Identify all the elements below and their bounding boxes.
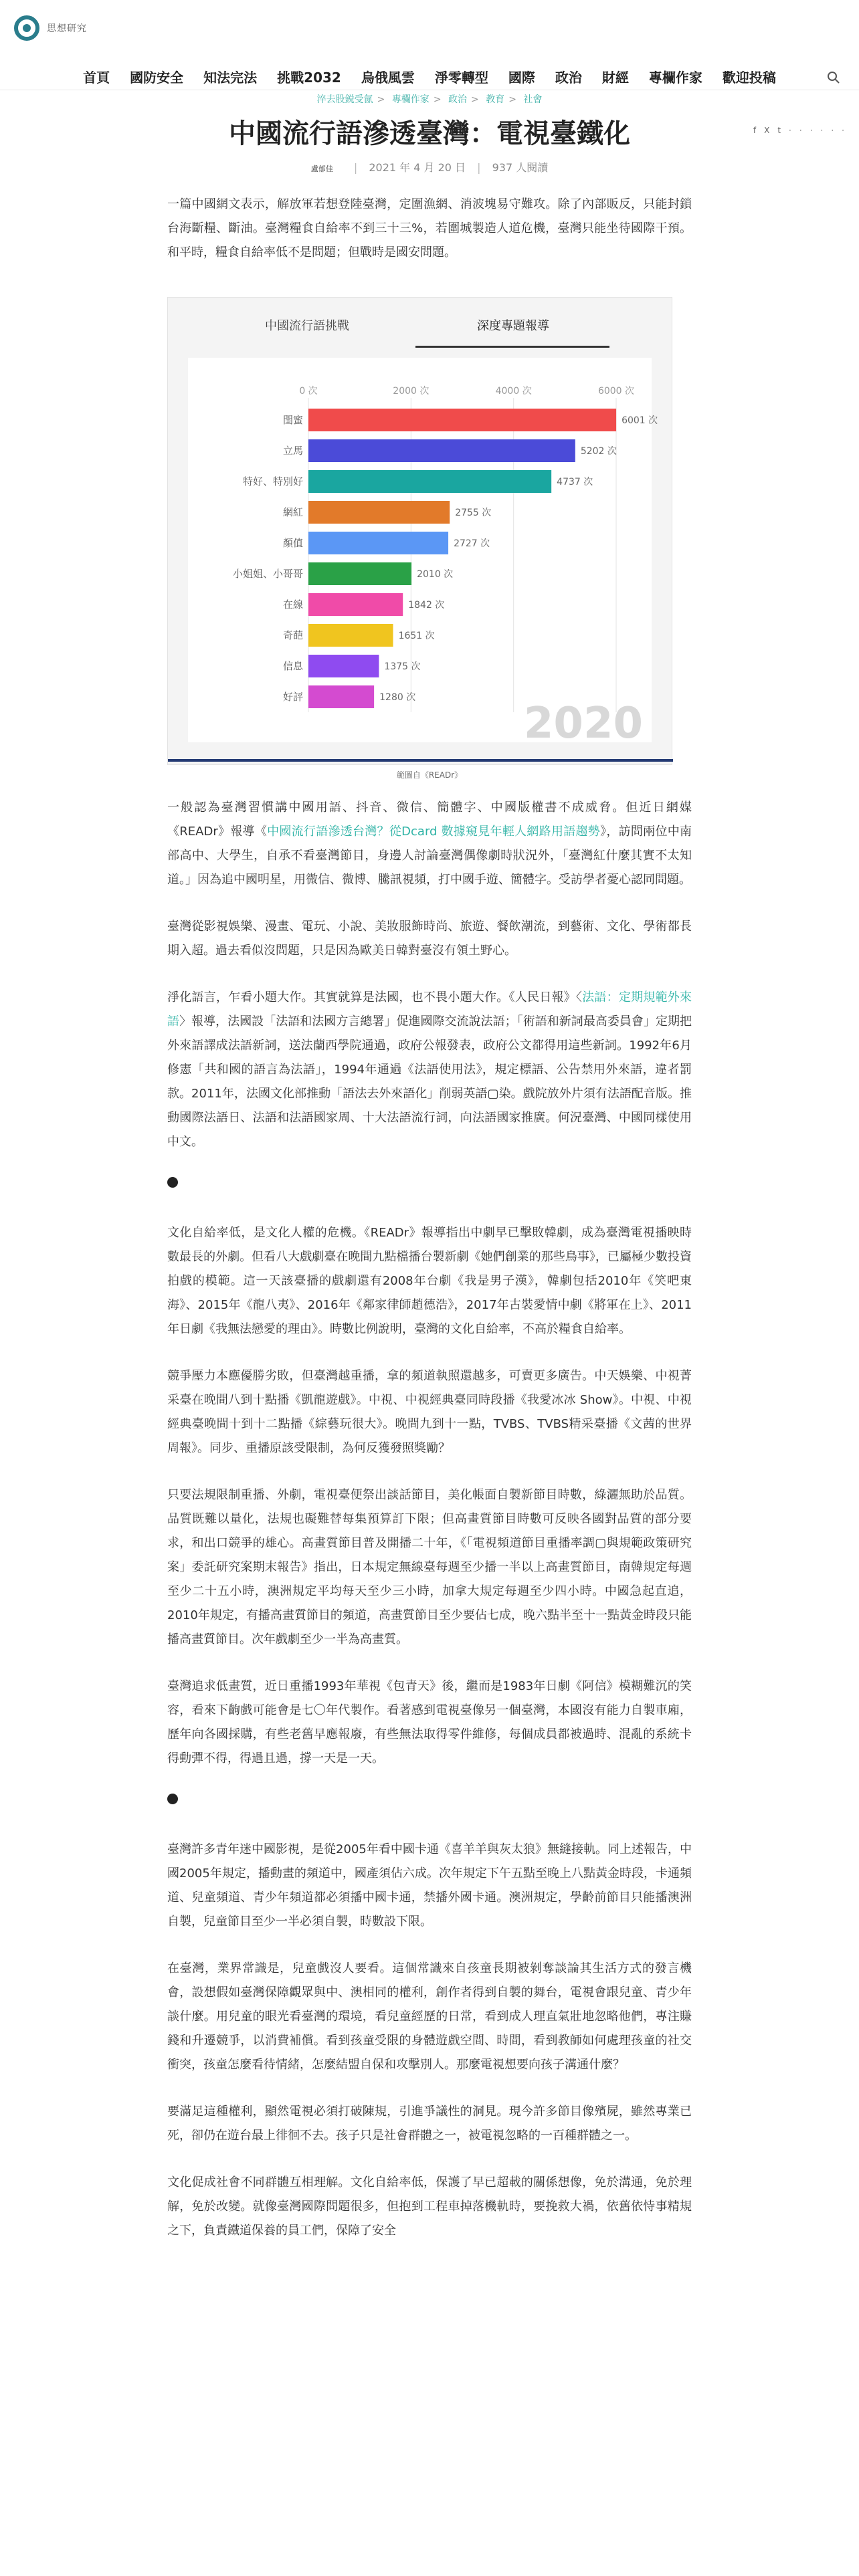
paragraph: 只要法規限制重播、外劇，電視臺便祭出談話節目，美化帳面自製新節目時數，綠灑無助於品質。品質既難以量化，法規也礙難替每集預算訂下限；但高畫質節目時數可反映各國對品質的部分要求，和出口競爭的雄心。高畫質節目普及開播二十年，《「電視頻道節目重播率調▢與規範政策研究案」委託研究案期末報告》指出，日本規定無線臺每週至少播一半以上高畫質節目，南韓規定每週至少二十五小時，澳洲規定平均每天至少三小時，加拿大規定每週至少四小時。中國急起直追，2010年規定，有播高畫質節目的頻道，高畫質節目至少要佔七成，晚六點半至十一點黃金時段只能播高畫質節目。次年戲劇至少一半為高畫質。 — [167, 1488, 692, 1646]
share-more-icon[interactable]: · — [842, 126, 844, 135]
breadcrumb-item[interactable]: 淬去股鋭受氤 — [316, 94, 373, 105]
bar — [308, 501, 450, 524]
paragraph: 在臺灣，業界常識是，兒童戲沒人要看。這個常識來自孩童長期被剝奪談論其生活方式的發言機會，設想假如臺灣保障觀眾與中、澳相同的權利，創作者得到自製的舞台，電視會跟兒童、青少年談什麼。用兒童的眼光看臺灣的環境，看兒童經歷的日常，看到成人理直氣壯地忽略他們，專注賺錢和升遷競爭，以消費補償。看到孩童受限的身體遊戲空間、時間，看到教師如何處理孩童的社交衝突，孩童怎麼看待情緒，怎麼結盟自保和攻擊別人。那麼電視想要向孩子溝通什麼？ — [167, 1961, 692, 2072]
peoples-daily-link[interactable]: 法語：定期規範外來語 — [167, 990, 692, 1029]
paragraph: 一篇中國網文表示，解放軍若想登陸臺灣，定圍漁網、消波塊易守難攻。除了內部販反，只能封鎖台海斷糧、斷油。臺灣糧食自給率不到三十三%，若圍城製造人道危機，臺灣只能坐待國際干預。和平時，糧食自給率低不是問題；但戰時是國安問題。 — [167, 197, 692, 259]
logo-mark-icon — [13, 15, 40, 41]
paragraph: 臺灣許多青年迷中國影視，是從2005年看中國卡通《喜羊羊與灰太狼》無縫接軌。同上述報告，中國2005年規定，播動畫的頻道中，國產須佔六成。次年規定下午五點至晚上八點黃金時段，卡通頻道、兒童頻道、青少年頻道都必須播中國卡通，禁播外國卡通。澳洲規定，學齡前節目只能播澳洲自製，兒童節目至少一半必須自製，時數設下限。 — [167, 1842, 692, 1929]
share-more-icon[interactable]: · — [799, 126, 802, 135]
chart-source: 範圖自《READr》 — [396, 770, 463, 780]
paragraph: 淨化語言，乍看小題大作。其實就算是法國，也不畏小題大作。《人民日報》〈法語：定期規範外來語〉報導，法國設「法語和法國方言總署」促進國際交流說法語；「術語和新詞最高委員會」定期把外來語譯成法語新詞，送法蘭西學院通過，政府公報發表，政府公文都得用這些新詞。1992年6月修憲「共和國的語言為法語」，1994年通過《法語使用法》，規定標語、公告禁用外來語，違者罰款。2011年，法國文化部推動「語法去外來語化」削弱英語▢染。戲院放外片須有法語配音版。推動國際法語日、法語和法語國家周、十大法語流行詞，向法語國家推廣。何況臺灣、中國同樣使用中文。 — [167, 990, 692, 1149]
breadcrumb: 淬去股鋭受氤 > 專欄作家 > 政治 > 教育 > 社會 — [316, 94, 543, 105]
category-label: 閨蜜 — [282, 414, 303, 426]
breadcrumb-item[interactable]: 教育 — [486, 94, 505, 105]
article-intro — [167, 193, 692, 288]
nav-item-russia-ukraine[interactable]: 烏俄風雲 — [361, 70, 415, 86]
nav-item-net-zero[interactable]: 淨零轉型 — [434, 70, 488, 86]
value-label: 1842 次 — [408, 600, 445, 611]
value-label: 1651 次 — [398, 631, 435, 641]
share-more-icon[interactable]: · — [789, 126, 791, 135]
bar — [308, 562, 411, 585]
bar — [308, 409, 616, 431]
category-label: 小姐姐、小哥哥 — [232, 568, 303, 580]
chart-tabs — [168, 298, 673, 351]
nav-item-law[interactable]: 知法完法 — [203, 70, 258, 86]
bar — [308, 470, 551, 493]
publish-date: 2021 年 4 月 20 日 — [369, 161, 466, 174]
value-label: 6001 次 — [622, 415, 658, 426]
value-label: 2010 次 — [417, 569, 454, 580]
article-body — [167, 796, 692, 2266]
value-label: 1280 次 — [379, 692, 416, 703]
paragraph: 臺灣追求低畫質，近日重播1993年華視《包青天》後，繼而是1983年日劇《阿信》模糊難沉的笑容，看來下齣戲可能會是七〇年代製作。看著感到電視臺像另一個臺灣，本國沒有能力自製車廂，歷年向各國採購，有些老舊早應報廢，有些無法取得零件維修，每個成員都被過時、混亂的系統卡得動彈不得，得過且過，撐一天是一天。 — [167, 1679, 692, 1765]
bar — [308, 593, 403, 616]
logo-text: 思想研究 — [47, 23, 87, 34]
nav-item-defense[interactable]: 國防安全 — [130, 70, 184, 86]
year-label: 2020 — [523, 699, 643, 748]
x-tick-label: 4000 次 — [495, 386, 532, 397]
breadcrumb-item[interactable]: 政治 — [448, 94, 467, 105]
category-label: 在線 — [282, 599, 303, 611]
section-bullet — [167, 1794, 178, 1804]
chart-area — [188, 358, 658, 748]
tab-china-buzzwords[interactable]: 中國流行語挑戰 — [265, 319, 349, 333]
share-more-icon[interactable]: · — [809, 126, 813, 135]
category-label: 奇葩 — [282, 629, 303, 641]
page-title: 中國流行語滲透臺灣：電視臺鐵化 — [229, 118, 630, 149]
nav-item-challenge-2032[interactable]: 挑戰2032 — [277, 70, 341, 86]
readr-article-link[interactable]: 中國流行語滲透台灣？從Dcard 數據窺見年輕人網路用語趨勢 — [267, 825, 601, 839]
breadcrumb-item[interactable]: 專欄作家 — [391, 94, 430, 105]
value-label: 5202 次 — [580, 446, 617, 457]
breadcrumb-item[interactable]: 社會 — [523, 94, 543, 105]
paragraph: 文化自給率低，是文化人權的危機。《READr》報導指出中劇早已擊敗韓劇，成為臺灣電視播映時數最長的外劇。但看八大戲劇臺在晚間九點檔播台製新劇《她們創業的那些鳥事》，已屬極少數投資拍戲的模範。這一天該臺播的戲劇還有2008年台劇《我是男子漢》，韓劇包括2010年《笑吧東海》、2015年《龍八夷》、2016年《鄰家律師趙德浩》，2017年古裝愛情中劇《將軍在上》、2011年日劇《我無法戀愛的理由》。時數比例說明，臺灣的文化自給率，不高於糧食自給率。 — [167, 1226, 692, 1336]
bar — [308, 685, 374, 708]
article-meta: 盧郁佳 | 2021 年 4 月 20 日 | 937 人閱讀 — [310, 161, 549, 174]
search-icon[interactable] — [826, 70, 842, 86]
nav-item-columnists[interactable]: 專欄作家 — [648, 70, 702, 86]
x-tick-label: 6000 次 — [597, 386, 635, 397]
share-threads-icon[interactable]: t — [777, 126, 781, 135]
value-label: 2727 次 — [454, 538, 490, 549]
share-more-icon[interactable]: · — [820, 126, 824, 135]
x-tick-label: 0 次 — [299, 386, 318, 397]
value-label: 4737 次 — [557, 477, 593, 488]
bar — [308, 624, 393, 647]
value-label: 2755 次 — [455, 508, 492, 518]
nav-item-home[interactable]: 首頁 — [83, 70, 110, 86]
paragraph: 臺灣從影視娛樂、漫畫、電玩、小說、美妝服飾時尚、旅遊、餐飲潮流，到藝術、文化、學術都長期入超。過去看似沒問題，只是因為歐美日韓對臺沒有領土野心。 — [167, 920, 692, 958]
nav-item-finance[interactable]: 財經 — [601, 70, 629, 86]
category-label: 網紅 — [282, 506, 303, 518]
paragraph: 文化促成社會不同群體互相理解。文化自給率低，保護了早已超載的關係想像，免於溝通，免於理解，免於改變。就像臺灣國際問題很多，但抱到工程車掉落機軌時，要挽救大禍，依舊依恃事精規之下，負責鐵道保養的員工們，保障了安全 — [167, 2175, 692, 2238]
paragraph: 一般認為臺灣習慣講中國用語、抖音、微信、簡體字、中國版權書不成威脅。但近日網媒《READr》報導《中國流行語滲透台灣？從Dcard 數據窺見年輕人網路用語趨勢》，訪問兩位中南部高中、大學生，自承不看臺灣節目，身邊人討論臺灣偶像劇時狀況外，「臺灣紅什麼其實不太知道。」因為追中國明星，用微信、微博、騰訊視頻，打中國手遊、簡體字。受訪學者憂心認同問題。 — [167, 800, 692, 887]
chart-embed — [167, 297, 672, 765]
share-more-icon[interactable]: · — [831, 126, 834, 135]
nav-item-politics[interactable]: 政治 — [555, 70, 582, 86]
category-label: 信息 — [282, 660, 303, 672]
view-count: 937 人閱讀 — [492, 161, 549, 174]
category-label: 好評 — [282, 691, 303, 703]
paragraph: 競爭壓力本應優勝劣敗，但臺灣越重播，拿的頻道執照還越多，可賣更多廣告。中天娛樂、中視菁采臺在晚間八到十點播《凱龍遊戲》。中視、中視經典臺同時段播《我愛冰冰 Show》。中視、中視經典臺晚間十到十二點播《綜藝玩很大》。晚間九到十一點，TVBS、TVBS精采臺播《文茜的世界周報》。同步、重播原該受限制，為何反獲發照獎勵？ — [167, 1369, 692, 1455]
category-label: 立馬 — [282, 445, 303, 457]
chart-bottom-bar — [168, 759, 673, 762]
bar — [308, 532, 448, 554]
site-logo[interactable] — [13, 15, 87, 41]
top-bar — [0, 0, 859, 56]
x-tick-label: 2000 次 — [393, 386, 430, 397]
category-label: 顏值 — [282, 537, 303, 549]
tab-deep-report[interactable]: 深度專題報導 — [477, 319, 549, 333]
active-tab-indicator — [415, 346, 609, 348]
nav-item-international[interactable]: 國際 — [508, 70, 535, 86]
main-nav — [0, 64, 859, 91]
bar — [308, 655, 379, 677]
bar-chart — [188, 358, 658, 748]
author-name[interactable]: 盧郁佳 — [310, 165, 333, 173]
paragraph: 要滿足這種權利，顯然電視必須打破陳規，引進爭議性的洞見。現今許多節目像殯屍，雖然專業已死，卻仍在遊台最上徘徊不去。孩子只是社會群體之一，被電視忽略的一百種群體之一。 — [167, 2105, 692, 2143]
share-x-icon[interactable]: X — [764, 126, 770, 135]
share-facebook-icon[interactable]: f — [753, 126, 757, 135]
bar — [308, 439, 575, 462]
category-label: 特好、特別好 — [242, 475, 303, 488]
value-label: 1375 次 — [384, 661, 421, 672]
nav-item-submit[interactable]: 歡迎投稿 — [722, 70, 776, 86]
section-bullet — [167, 1177, 178, 1188]
